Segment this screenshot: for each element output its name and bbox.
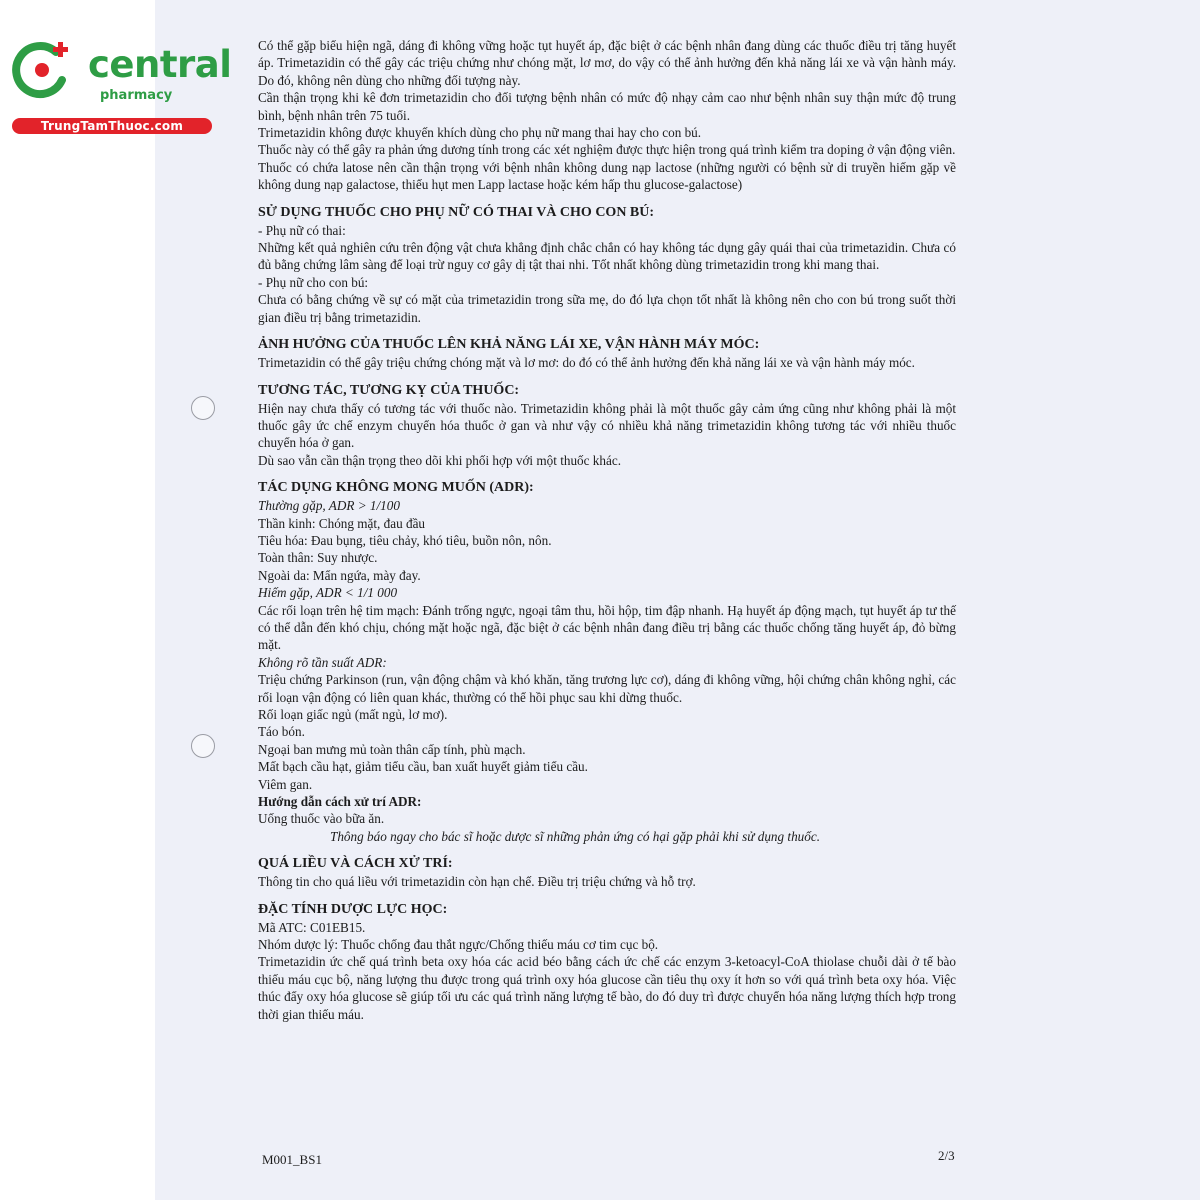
logo-website-bar: TrungTamThuoc.com [12,118,212,134]
paragraph: Triệu chứng Parkinson (run, vận động chậm và khó khăn, tăng trương lực cơ), dáng đi không vững, hội chứng chân không nghỉ, các rối loạn vận động có liên quan khác, thường có thể hồi phục sau khi dừng thuốc. [258,672,956,705]
section-heading-pharmacodynamics: ĐẶC TÍNH DƯỢC LỰC HỌC: [258,901,448,917]
paragraph: Trimetazidin không được khuyến khích dùng cho phụ nữ mang thai hay cho con bú. [258,125,702,141]
paragraph: Thuốc có chứa latose nên cần thận trọng với bệnh nhân không dung nạp lactose (những người có bệnh sử di truyền hiếm gặp về không dung nạp galactose, thiếu hụt men Lapp lactase hoặc kém hấp thu glucose-galactose) [258,159,956,193]
pharmacy-cross-logo-icon [12,40,72,100]
document-code: M001_BS1 [262,1152,322,1167]
paragraph: Trimetazidin ức chế quá trình beta oxy hóa các acid béo bằng cách ức chế các enzym 3-ketoacyl-CoA thiolase chuỗi dài ở tế bào thiếu máu cục bộ, năng lượng thu được trong quá trình oxy hóa glucose cần tiêu thụ oxy ít hơn so với quá trình beta oxy hóa. Việc thúc đẩy oxy hóa glucose sẽ giúp tối ưu các quá trình năng lượng tế bào, do đó duy trì được chuyển hóa năng lượng thích hợp trong thời gian thiếu máu. [258,954,956,1022]
paragraph: - Phụ nữ cho con bú: [258,274,369,290]
document-body [258,37,956,1023]
list-item: Viêm gan. [258,776,313,792]
list-item: Uống thuốc vào bữa ăn. [258,811,385,827]
list-item: Toàn thân: Suy nhược. [258,550,378,566]
section-heading-interactions: TƯƠNG TÁC, TƯƠNG KỴ CỦA THUỐC: [258,382,520,398]
paragraph: Những kết quả nghiên cứu trên động vật chưa khẳng định chắc chắn có hay không tác dụng gây quái thai của trimetazidin. Chưa có đủ bằng chứng lâm sàng để loại trừ nguy cơ gây dị tật thai nhi. Tốt nhất không dùng trimetazidin trong khi mang thai. [258,240,956,273]
list-item: Mất bạch cầu hạt, giảm tiểu cầu, ban xuất huyết giảm tiểu cầu. [258,759,588,775]
central-pharmacy-logo [8,36,232,140]
list-item: Thần kinh: Chóng mặt, đau đầu [258,515,426,531]
paragraph: Hiện nay chưa thấy có tương tác với thuốc nào. Trimetazidin không phải là một thuốc gây cảm ứng cũng như không phải là một thuốc gây ức chế enzym chuyển hóa thuốc ở gan và như vậy có nhiều khả năng trimetazidin không tương tác với nhiều thuốc chuyển hóa ở gan. [258,400,956,451]
logo-name: central [88,43,232,86]
paragraph: Nhóm dược lý: Thuốc chống đau thắt ngực/Chống thiếu máu cơ tim cục bộ. [258,937,659,953]
paragraph: Cần thận trọng khi kê đơn trimetazidin cho đối tượng bệnh nhân có mức độ nhạy cảm cao như bệnh nhân suy thận mức độ trung bình, bệnh nhân trên 75 tuổi. [258,90,956,123]
paragraph: Dù sao vẫn cần thận trọng theo dõi khi phối hợp với một thuốc khác. [258,452,621,468]
paragraph: Các rối loạn trên hệ tim mạch: Đánh trống ngực, ngoại tâm thu, hồi hộp, tim đập nhanh. Hạ huyết áp động mạch, tụt huyết áp tư thế có thể dẫn đến khó chịu, chóng mặt hoặc ngã, đặc biệt ở các bệnh nhân đang điều trị bằng các thuốc chống tăng huyết áp, đỏ bừng mặt. [258,602,956,653]
paragraph: Mã ATC: C01EB15. [258,919,366,935]
list-item: Rối loạn giấc ngủ (mất ngủ, lơ mơ). [258,707,448,722]
page-number: 2/3 [938,1148,955,1163]
adr-guidance-heading: Hướng dẫn cách xử trí ADR: [258,794,422,810]
section-heading-driving: ẢNH HƯỞNG CỦA THUỐC LÊN KHẢ NĂNG LÁI XE, VẬN HÀNH MÁY MÓC: [258,337,760,353]
paragraph: Có thể gặp biểu hiện ngã, dáng đi không vững hoặc tụt huyết áp, đặc biệt ở các bệnh nhân đang dùng các thuốc điều trị tăng huyết áp. Trimetazidin có thể gây các triệu chứng như chóng mặt, lơ mơ, do vậy có thể ảnh hưởng đến khả năng lái xe và vận hành máy. Do đó, không nên dùng cho những đối tượng này. [258,38,956,88]
punch-hole-2 [191,734,215,758]
adr-frequency-label: Hiếm gặp, ADR < 1/1 000 [258,585,398,601]
punch-hole-1 [191,396,215,420]
list-item: Ngoài da: Mẩn ngứa, mày đay. [258,567,421,583]
logo-subtitle: pharmacy [100,88,173,103]
paragraph: Thuốc này có thể gây ra phản ứng dương tính trong các xét nghiệm được thực hiện trong quá trình kiểm tra doping ở vận động viên. [258,142,956,158]
paragraph: - Phụ nữ có thai: [258,222,346,238]
adr-frequency-label: Không rõ tần suất ADR: [258,654,387,670]
list-item: Táo bón. [258,724,305,740]
adr-frequency-label: Thường gặp, ADR > 1/100 [258,498,400,514]
list-item: Tiêu hóa: Đau bụng, tiêu chảy, khó tiêu, buồn nôn, nôn. [258,532,552,548]
paragraph: Trimetazidin có thể gây triệu chứng chóng mặt và lơ mơ: do đó có thể ảnh hưởng đến khả năng lái xe và vận hành máy móc. [258,355,915,371]
section-heading-adr: TÁC DỤNG KHÔNG MONG MUỐN (ADR): [258,480,534,496]
list-item: Ngoại ban mưng mủ toàn thân cấp tính, phù mạch. [258,741,526,757]
adr-notice: Thông báo ngay cho bác sĩ hoặc dược sĩ những phản ứng có hại gặp phải khi sử dụng thuốc. [330,828,821,844]
paragraph: Chưa có bằng chứng về sự có mặt của trimetazidin trong sữa mẹ, do đó lựa chọn tốt nhất là không nên cho con bú trong suốt thời gian điều trị bằng trimetazidin. [258,292,956,325]
section-heading-overdose: QUÁ LIỀU VÀ CÁCH XỬ TRÍ: [258,856,453,872]
paragraph: Thông tin cho quá liều với trimetazidin còn hạn chế. Điều trị triệu chứng và hỗ trợ. [258,874,696,890]
section-heading-pregnancy: SỬ DỤNG THUỐC CHO PHỤ NỮ CÓ THAI VÀ CHO CON BÚ: [258,204,655,220]
